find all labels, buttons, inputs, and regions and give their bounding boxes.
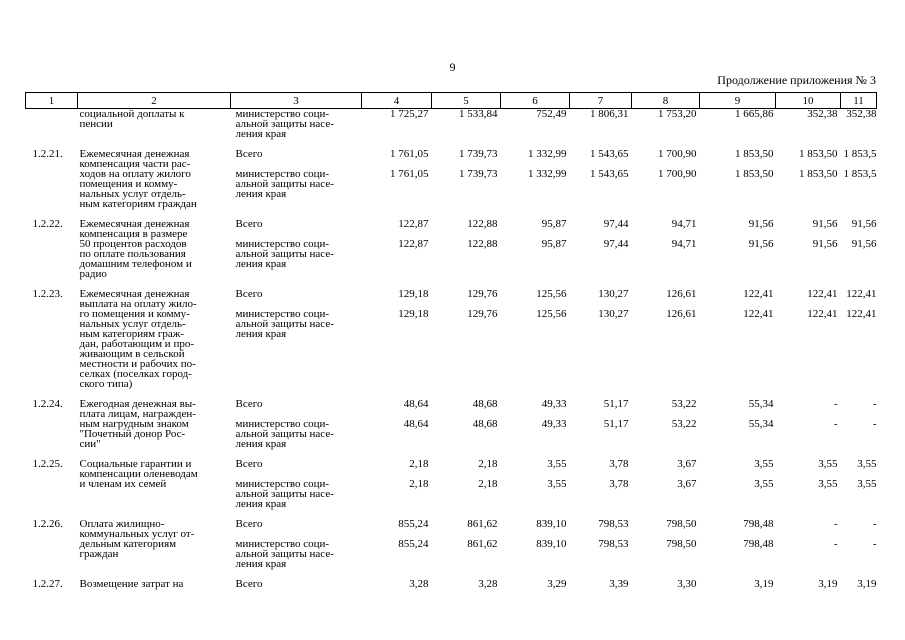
total-value: 122,41 xyxy=(846,288,877,300)
total-value: 798,48 xyxy=(743,518,774,530)
row-code: 1.2.24. xyxy=(32,398,63,410)
total-value: - xyxy=(872,398,877,410)
value-cell xyxy=(776,519,841,569)
table-row xyxy=(26,519,877,569)
executor-value: - xyxy=(833,538,838,550)
total-value: 839,10 xyxy=(536,518,567,530)
total-value: 3,39 xyxy=(609,578,629,590)
value-cell xyxy=(501,109,570,140)
row-name xyxy=(78,399,231,449)
row-code: 1.2.22. xyxy=(32,218,63,230)
executor-block xyxy=(236,539,362,569)
row-executor xyxy=(231,109,362,140)
value-cell xyxy=(841,579,877,599)
total-value: 3,30 xyxy=(677,578,697,590)
value-cell xyxy=(632,459,700,509)
value-cell xyxy=(841,149,877,209)
value-cell xyxy=(700,219,776,279)
executor-block xyxy=(236,479,362,509)
row-name-line: го помещения и комму- xyxy=(79,308,190,320)
row-code: 1.2.25. xyxy=(32,458,63,470)
value-cell xyxy=(362,519,432,569)
value-cell xyxy=(362,459,432,509)
total-value: 3,55 xyxy=(857,458,877,470)
value-cell xyxy=(776,149,841,209)
value-cell xyxy=(432,519,501,569)
executor-line: ления края xyxy=(235,498,287,510)
value-cell xyxy=(700,399,776,449)
total-value: 861,62 xyxy=(467,518,498,530)
row-name-line: сии" xyxy=(79,438,101,450)
total-label: Всего xyxy=(235,148,263,160)
total-label: Всего xyxy=(235,218,263,230)
row-executor xyxy=(231,149,362,209)
executor-line: ления края xyxy=(235,328,287,340)
total-value: 91,56 xyxy=(748,218,774,230)
total-value: 2,18 xyxy=(478,458,498,470)
row-code: 1.2.23. xyxy=(32,288,63,300)
executor-line: ления края xyxy=(235,258,287,270)
total-value: 798,50 xyxy=(666,518,697,530)
total-value: 122,41 xyxy=(807,288,838,300)
total-value: 94,71 xyxy=(671,218,697,230)
total-value: 3,28 xyxy=(409,578,429,590)
total-value: 130,27 xyxy=(598,288,629,300)
executor-value: 798,50 xyxy=(666,538,697,550)
value-cell xyxy=(841,399,877,449)
value-cell xyxy=(570,149,632,209)
executor-value: - xyxy=(872,418,877,430)
executor-value: 1 533,84 xyxy=(459,108,498,120)
total-value: 2,18 xyxy=(409,458,429,470)
row-name-line: компенсация в размере xyxy=(79,228,188,240)
executor-value: 3,67 xyxy=(677,478,697,490)
table-row-continued xyxy=(26,109,877,140)
header-col-8: 8 xyxy=(632,93,700,109)
total-value: 3,78 xyxy=(609,458,629,470)
row-name-line: выплата на оплату жило- xyxy=(79,298,197,310)
executor-value: 51,17 xyxy=(603,418,629,430)
row-executor xyxy=(231,399,362,449)
row-name-line: нальных услуг отдель- xyxy=(79,188,186,200)
executor-value: 97,44 xyxy=(603,238,629,250)
row-name-line: Ежемесячная денежная xyxy=(79,148,190,160)
value-cell xyxy=(776,289,841,389)
executor-value: 122,87 xyxy=(398,238,429,250)
value-cell xyxy=(841,289,877,389)
value-cell xyxy=(432,219,501,279)
value-cell xyxy=(776,579,841,599)
row-name-line: домашним телефоном и xyxy=(79,258,192,270)
executor-value: 798,53 xyxy=(598,538,629,550)
row-name-line: помещения и комму- xyxy=(79,178,178,190)
value-cell xyxy=(570,579,632,599)
value-cell xyxy=(776,219,841,279)
executor-line: министерство соци- xyxy=(235,478,330,490)
executor-value: 1 543,65 xyxy=(590,168,629,180)
value-cell xyxy=(362,579,432,599)
value-cell xyxy=(570,519,632,569)
row-name xyxy=(78,579,231,599)
table-row xyxy=(26,399,877,449)
row-code: 1.2.27. xyxy=(32,578,63,590)
value-cell xyxy=(432,109,501,140)
row-name-line: и членам их семей xyxy=(79,478,167,490)
executor-line: ления края xyxy=(235,438,287,450)
header-col-7: 7 xyxy=(570,93,632,109)
value-cell xyxy=(570,109,632,140)
table-row xyxy=(26,149,877,209)
row-name-line: Ежемесячная денежная xyxy=(79,288,190,300)
executor-value: 1 853,5 xyxy=(843,168,877,180)
executor-value: 129,76 xyxy=(467,308,498,320)
total-value: 51,17 xyxy=(603,398,629,410)
value-cell xyxy=(362,399,432,449)
total-value: 53,22 xyxy=(671,398,697,410)
executor-value: 122,41 xyxy=(807,308,838,320)
executor-value: 95,87 xyxy=(541,238,567,250)
executor-value: 839,10 xyxy=(536,538,567,550)
total-value: 3,19 xyxy=(818,578,838,590)
total-value: 1 853,50 xyxy=(735,148,774,160)
executor-block xyxy=(236,419,362,449)
total-value: 129,18 xyxy=(398,288,429,300)
value-cell xyxy=(632,519,700,569)
total-value: 1 332,99 xyxy=(528,148,567,160)
executor-block xyxy=(236,239,362,269)
executor-value: 122,88 xyxy=(467,238,498,250)
executor-value: 122,41 xyxy=(743,308,774,320)
row-name-line: компенсации оленеводам xyxy=(79,468,198,480)
total-value: 1 739,73 xyxy=(459,148,498,160)
executor-line: ления края xyxy=(235,558,287,570)
executor-value: 2,18 xyxy=(478,478,498,490)
row-name-line: плата лицам, награжден- xyxy=(79,408,196,420)
value-cell xyxy=(432,399,501,449)
header-col-3: 3 xyxy=(231,93,362,109)
executor-value: 125,56 xyxy=(536,308,567,320)
value-cell xyxy=(501,519,570,569)
executor-line: альной защиты насе- xyxy=(235,548,334,560)
row-executor xyxy=(231,519,362,569)
executor-value: 1 806,31 xyxy=(590,108,629,120)
value-cell xyxy=(570,219,632,279)
table-row xyxy=(26,289,877,389)
executor-value: - xyxy=(833,418,838,430)
executor-line: альной защиты насе- xyxy=(235,178,334,190)
table-row xyxy=(26,219,877,279)
row-name-line: "Почетный донор Рос- xyxy=(79,428,186,440)
value-cell xyxy=(570,399,632,449)
executor-value: 2,18 xyxy=(409,478,429,490)
executor-line: ления края xyxy=(235,188,287,200)
total-value: 122,41 xyxy=(743,288,774,300)
executor-value: 55,34 xyxy=(748,418,774,430)
header-col-2: 2 xyxy=(78,93,231,109)
value-cell xyxy=(432,459,501,509)
value-cell xyxy=(362,109,432,140)
executor-value: 1 725,27 xyxy=(390,108,429,120)
executor-value: 3,78 xyxy=(609,478,629,490)
executor-value: 91,56 xyxy=(851,238,877,250)
total-value: 3,19 xyxy=(857,578,877,590)
row-name-line: ным нагрудным знаком xyxy=(79,418,189,430)
value-cell xyxy=(362,289,432,389)
row-name-line: по оплате пользования xyxy=(79,248,186,260)
header-col-1: 1 xyxy=(26,93,78,109)
executor-value: 1 761,05 xyxy=(390,168,429,180)
value-cell xyxy=(841,459,877,509)
table-row xyxy=(26,579,877,599)
value-cell xyxy=(700,149,776,209)
row-name-line: местности и рабочих по- xyxy=(79,358,196,370)
total-value: 3,28 xyxy=(478,578,498,590)
executor-value: 94,71 xyxy=(671,238,697,250)
executor-value: 3,55 xyxy=(547,478,567,490)
total-label: Всего xyxy=(235,398,263,410)
total-value: 125,56 xyxy=(536,288,567,300)
row-name-line: Ежемесячная денежная xyxy=(79,218,190,230)
executor-value: 1 753,20 xyxy=(658,108,697,120)
header-col-6: 6 xyxy=(501,93,570,109)
row-name-line: радио xyxy=(79,268,107,280)
executor-line: министерство соци- xyxy=(235,418,330,430)
total-value: 126,61 xyxy=(666,288,697,300)
row-name-line: Социальные гарантии и xyxy=(79,458,192,470)
row-code: 1.2.26. xyxy=(32,518,63,530)
row-name-line: компенсация части рас- xyxy=(79,158,191,170)
row-code: 1.2.21. xyxy=(32,148,63,160)
total-value: 855,24 xyxy=(398,518,429,530)
total-value: 3,29 xyxy=(547,578,567,590)
table-body xyxy=(26,109,877,600)
row-executor xyxy=(231,219,362,279)
value-cell xyxy=(632,149,700,209)
row-name-line: живающим в сельской xyxy=(79,348,185,360)
header-col-9: 9 xyxy=(700,93,776,109)
row-name xyxy=(78,149,231,209)
row-name-line: 50 процентов расходов xyxy=(79,238,187,250)
executor-line: ления края xyxy=(235,128,287,140)
row-name-line: Возмещение затрат на xyxy=(79,578,184,590)
total-value: 798,53 xyxy=(598,518,629,530)
row-name xyxy=(78,109,231,140)
row-name-line: социальной доплаты к xyxy=(79,108,185,120)
executor-line: министерство соци- xyxy=(235,108,330,120)
executor-value: 352,38 xyxy=(846,108,877,120)
executor-value: 1 853,50 xyxy=(799,168,838,180)
executor-line: альной защиты насе- xyxy=(235,428,334,440)
value-cell xyxy=(632,399,700,449)
executor-value: 48,68 xyxy=(472,418,498,430)
executor-value: 1 665,86 xyxy=(735,108,774,120)
row-name-line: ным категориям граж- xyxy=(79,328,185,340)
total-value: - xyxy=(872,518,877,530)
total-value: 48,64 xyxy=(403,398,429,410)
total-value: 3,55 xyxy=(754,458,774,470)
row-name-line: нальных услуг отдель- xyxy=(79,318,186,330)
executor-value: 3,55 xyxy=(818,478,838,490)
row-name-line: селках (поселках город- xyxy=(79,368,192,380)
row-name-line: коммунальных услуг от- xyxy=(79,528,195,540)
value-cell xyxy=(432,289,501,389)
value-cell xyxy=(841,109,877,140)
executor-value: 3,55 xyxy=(857,478,877,490)
total-value: 3,55 xyxy=(818,458,838,470)
executor-value: 1 739,73 xyxy=(459,168,498,180)
executor-value: 49,33 xyxy=(541,418,567,430)
row-name xyxy=(78,519,231,569)
row-name-line: дельным категориям xyxy=(79,538,177,550)
executor-line: альной защиты насе- xyxy=(235,118,334,130)
total-value: 1 543,65 xyxy=(590,148,629,160)
row-name-line: граждан xyxy=(79,548,119,560)
executor-value: 91,56 xyxy=(812,238,838,250)
executor-block xyxy=(236,309,362,339)
executor-value: 1 853,50 xyxy=(735,168,774,180)
value-cell xyxy=(700,459,776,509)
total-value: 91,56 xyxy=(851,218,877,230)
total-value: 97,44 xyxy=(603,218,629,230)
executor-value: 48,64 xyxy=(403,418,429,430)
value-cell xyxy=(501,219,570,279)
executor-line: министерство соци- xyxy=(235,538,330,550)
value-cell xyxy=(570,289,632,389)
total-value: - xyxy=(833,398,838,410)
row-name xyxy=(78,459,231,509)
executor-line: альной защиты насе- xyxy=(235,318,334,330)
executor-value: 352,38 xyxy=(807,108,838,120)
table-row xyxy=(26,459,877,509)
value-cell xyxy=(632,579,700,599)
executor-line: министерство соци- xyxy=(235,168,330,180)
total-value: - xyxy=(833,518,838,530)
value-cell xyxy=(841,519,877,569)
value-cell xyxy=(501,149,570,209)
value-cell xyxy=(432,149,501,209)
executor-line: министерство соци- xyxy=(235,308,330,320)
table-header xyxy=(26,93,877,109)
row-code xyxy=(26,109,78,140)
total-value: 91,56 xyxy=(812,218,838,230)
row-executor xyxy=(231,289,362,389)
executor-value: 53,22 xyxy=(671,418,697,430)
executor-value: 855,24 xyxy=(398,538,429,550)
total-value: 1 853,50 xyxy=(799,148,838,160)
total-value: 3,55 xyxy=(547,458,567,470)
total-value: 1 853,5 xyxy=(843,148,877,160)
total-value: 1 761,05 xyxy=(390,148,429,160)
executor-value: 3,55 xyxy=(754,478,774,490)
row-name-line: Ежегодная денежная вы- xyxy=(79,398,196,410)
total-value: 48,68 xyxy=(472,398,498,410)
value-cell xyxy=(632,219,700,279)
row-name-line: пенсии xyxy=(79,118,113,130)
executor-value: 122,41 xyxy=(846,308,877,320)
value-cell xyxy=(570,459,632,509)
header-col-4: 4 xyxy=(362,93,432,109)
executor-line: альной защиты насе- xyxy=(235,248,334,260)
value-cell xyxy=(362,149,432,209)
row-name-line: Оплата жилищно- xyxy=(79,518,165,530)
value-cell xyxy=(776,459,841,509)
total-value: 3,19 xyxy=(754,578,774,590)
row-name-line: дан, работающим и про- xyxy=(79,338,194,350)
row-executor xyxy=(231,459,362,509)
value-cell xyxy=(700,109,776,140)
total-label: Всего xyxy=(235,458,263,470)
value-cell xyxy=(362,219,432,279)
total-label: Всего xyxy=(235,518,263,530)
executor-value: - xyxy=(872,538,877,550)
executor-value: 1 332,99 xyxy=(528,168,567,180)
total-value: 3,67 xyxy=(677,458,697,470)
value-cell xyxy=(776,109,841,140)
value-cell xyxy=(700,519,776,569)
executor-value: 798,48 xyxy=(743,538,774,550)
row-name-line: ходов на оплату жилого xyxy=(79,168,191,180)
value-cell xyxy=(432,579,501,599)
total-value: 95,87 xyxy=(541,218,567,230)
total-value: 1 700,90 xyxy=(658,148,697,160)
executor-block xyxy=(236,169,362,199)
executor-line: министерство соци- xyxy=(235,238,330,250)
row-name-line: ным категориям граждан xyxy=(79,198,197,210)
total-value: 49,33 xyxy=(541,398,567,410)
header-col-11: 11 xyxy=(841,93,877,109)
value-cell xyxy=(501,579,570,599)
value-cell xyxy=(632,109,700,140)
header-col-5: 5 xyxy=(432,93,501,109)
row-name-line: ского типа) xyxy=(79,378,133,390)
executor-value: 1 700,90 xyxy=(658,168,697,180)
total-value: 129,76 xyxy=(467,288,498,300)
executor-value: 91,56 xyxy=(748,238,774,250)
executor-value: 752,49 xyxy=(536,108,567,120)
total-value: 55,34 xyxy=(748,398,774,410)
value-cell xyxy=(700,289,776,389)
value-cell xyxy=(841,219,877,279)
budget-table xyxy=(25,92,877,599)
total-label: Всего xyxy=(235,288,263,300)
executor-value: 126,61 xyxy=(666,308,697,320)
page-number: 9 xyxy=(449,60,456,74)
value-cell xyxy=(501,289,570,389)
total-label: Всего xyxy=(235,578,263,590)
continuation-title: Продолжение приложения № 3 xyxy=(717,73,876,87)
total-value: 122,87 xyxy=(398,218,429,230)
row-name xyxy=(78,219,231,279)
value-cell xyxy=(632,289,700,389)
row-name xyxy=(78,289,231,389)
executor-value: 130,27 xyxy=(598,308,629,320)
value-cell xyxy=(776,399,841,449)
row-executor xyxy=(231,579,362,599)
value-cell xyxy=(501,399,570,449)
executor-value: 129,18 xyxy=(398,308,429,320)
header-col-10: 10 xyxy=(776,93,841,109)
executor-value: 861,62 xyxy=(467,538,498,550)
executor-line: альной защиты насе- xyxy=(235,488,334,500)
value-cell xyxy=(501,459,570,509)
value-cell xyxy=(700,579,776,599)
total-value: 122,88 xyxy=(467,218,498,230)
